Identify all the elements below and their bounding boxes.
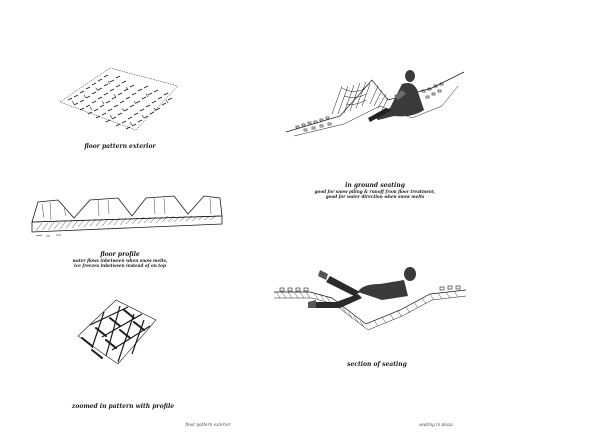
- caption-in-ground-seating: in ground seating: [345, 182, 405, 189]
- floor-pattern-exterior-sketch: [50, 60, 195, 138]
- caption-floor-profile: floor profile: [100, 251, 140, 258]
- seated-person-figure: [368, 70, 424, 122]
- section-of-seating-sketch: [270, 262, 470, 334]
- zoomed-in-pattern-sketch: [70, 292, 166, 372]
- caption-zoomed-in-pattern: zoomed in pattern with profile: [71, 403, 175, 410]
- caption-floor-profile-line1: water flows inbetween when snow melts,: [72, 258, 168, 263]
- reclining-person-figure: [308, 267, 416, 308]
- footer-caption-left: floor pattern exterior: [185, 422, 231, 427]
- caption-floor-profile-line2: ice freezes inbetween instead of on top: [74, 263, 166, 268]
- footer-caption-right: seating in plaza: [419, 422, 453, 427]
- caption-in-ground-line2: good for water direction when snow melts: [325, 194, 425, 199]
- caption-in-ground-line1: good for snow piling & runoff from floor treatment,: [314, 189, 436, 194]
- floor-profile-sketch: [28, 188, 224, 240]
- in-ground-seating-sketch: [282, 66, 472, 144]
- caption-section-of-seating: section of seating: [347, 361, 407, 368]
- caption-floor-pattern-exterior: floor pattern exterior: [84, 143, 156, 150]
